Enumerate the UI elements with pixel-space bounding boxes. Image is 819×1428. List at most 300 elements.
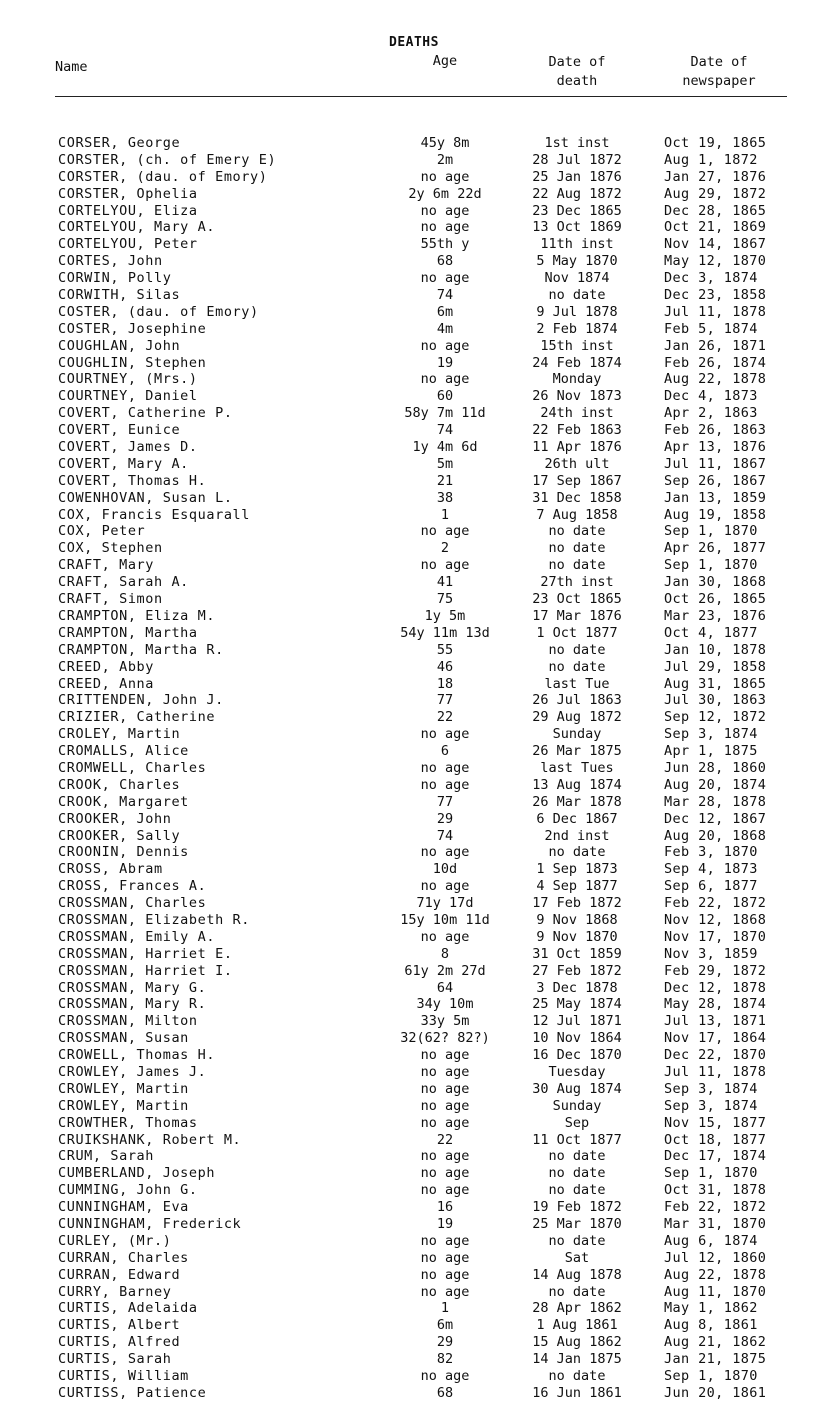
entry-age: 16 (436, 1199, 454, 1216)
entry-name: CORTELYOU, Mary A. (58, 219, 216, 236)
table-row (0, 270, 819, 287)
table-row (0, 1064, 819, 1081)
entry-date-of-death: no date (548, 1232, 606, 1249)
table-row (0, 828, 819, 845)
entry-age: no age (420, 1368, 470, 1385)
entry-date-of-death: last Tues (540, 759, 614, 776)
entry-date-of-death: no date (548, 641, 606, 658)
entry-age: 22 (436, 709, 454, 726)
table-row (0, 1165, 819, 1182)
entry-age: 15y 10m 11d (400, 911, 490, 928)
entry-name: COURTNEY, Daniel (58, 388, 198, 405)
entry-date-of-death: 27th inst (540, 574, 614, 591)
entry-age: 1y 5m (424, 607, 466, 624)
table-row (0, 794, 819, 811)
entry-date-of-death: 7 Aug 1858 (536, 506, 618, 523)
entry-age: no age (420, 371, 470, 388)
entry-date-of-newspaper: Jul 30, 1863 (664, 692, 767, 709)
entry-name: CURRAN, Edward (58, 1266, 181, 1283)
table-row (0, 253, 819, 270)
entry-date-of-newspaper: Sep 26, 1867 (664, 472, 767, 489)
entry-date-of-death: no date (548, 1182, 606, 1199)
entry-date-of-newspaper: Mar 23, 1876 (664, 607, 767, 624)
entry-date-of-newspaper: Jul 11, 1867 (664, 455, 767, 472)
entry-date-of-death: 29 Aug 1872 (532, 709, 622, 726)
table-row (0, 676, 819, 693)
table-row (0, 625, 819, 642)
entry-age: no age (420, 844, 470, 861)
table-row (0, 338, 819, 355)
entry-age: 68 (436, 253, 454, 270)
entry-date-of-death: 25 Mar 1870 (532, 1216, 622, 1232)
entry-name: CROMWELL, Charles (58, 759, 207, 776)
table-row (0, 1385, 819, 1402)
entry-date-of-newspaper: Dec 23, 1858 (664, 287, 767, 304)
entry-age: 74 (436, 422, 454, 439)
entry-date-of-death: no date (548, 1148, 606, 1165)
table-row (0, 169, 819, 186)
entry-name: CROWLEY, Martin (58, 1080, 189, 1097)
entry-name: CRITTENDEN, John J. (58, 692, 224, 709)
entry-age: 1y 4m 6d (412, 439, 478, 456)
entry-date-of-newspaper: Aug 20, 1868 (664, 827, 767, 844)
entry-age: 10d (432, 861, 458, 878)
entry-date-of-death: 26 Mar 1875 (532, 743, 622, 760)
table-row (0, 861, 819, 878)
entry-name: CURRAN, Charles (58, 1249, 189, 1266)
entry-age: 74 (436, 827, 454, 844)
entry-date-of-newspaper: Sep 12, 1872 (664, 709, 767, 726)
entry-date-of-death: 4 Sep 1877 (536, 878, 618, 895)
table-row (0, 540, 819, 557)
page-title: DEATHS (389, 35, 439, 50)
entry-name: CROLEY, Martin (58, 726, 181, 743)
entry-date-of-newspaper: Sep 3, 1874 (664, 1097, 758, 1114)
entry-date-of-newspaper: Sep 1, 1870 (664, 1165, 758, 1182)
entry-age: 2 (440, 540, 450, 557)
entry-date-of-newspaper: Oct 21, 1869 (664, 219, 767, 236)
entry-date-of-death: 19 Feb 1872 (532, 1199, 622, 1216)
entry-date-of-newspaper: Sep 6, 1877 (664, 878, 758, 895)
entry-date-of-newspaper: Aug 22, 1878 (664, 1266, 767, 1283)
entry-name: CUMMING, John G. (58, 1182, 198, 1199)
entry-date-of-death: Sat (564, 1249, 590, 1266)
entry-name: CORSTER, (ch. of Emery E) (58, 151, 277, 168)
entry-age: no age (420, 759, 470, 776)
table-row (0, 405, 819, 422)
entry-date-of-newspaper: Dec 3, 1874 (664, 270, 758, 287)
column-header-name (55, 58, 88, 77)
entry-date-of-newspaper: Dec 12, 1878 (664, 979, 767, 996)
entry-date-of-newspaper: Feb 22, 1872 (664, 1199, 767, 1216)
entry-date-of-newspaper: Aug 29, 1872 (664, 185, 767, 202)
entry-name: CROWTHER, Thomas (58, 1114, 198, 1131)
table-row (0, 304, 819, 321)
table-row (0, 659, 819, 676)
entry-name: CRAMPTON, Eliza M. (58, 607, 216, 624)
entry-name: CREED, Abby (58, 658, 155, 675)
entry-date-of-death: 26 Nov 1873 (532, 388, 622, 405)
table-row (0, 709, 819, 726)
entry-age: no age (420, 337, 470, 354)
entry-date-of-newspaper: Jan 27, 1876 (664, 168, 767, 185)
column-header-date-of-newspaper-line1: Date of (690, 54, 748, 70)
entry-name: CROWLEY, Martin (58, 1097, 189, 1114)
table-row (0, 1013, 819, 1030)
entry-age: no age (420, 1148, 470, 1165)
entry-date-of-newspaper: Aug 1, 1872 (664, 151, 758, 168)
table-row (0, 152, 819, 169)
entry-name: COUGHLIN, Stephen (58, 354, 207, 371)
entry-age: 55 (436, 641, 454, 658)
column-header-date-of-death-line2: death (556, 73, 598, 89)
entry-age: 82 (436, 1351, 454, 1368)
entry-date-of-newspaper: Jan 21, 1875 (664, 1351, 767, 1368)
entry-date-of-death: 9 Nov 1870 (536, 928, 618, 945)
table-row (0, 726, 819, 743)
entry-name: COSTER, (dau. of Emory) (58, 303, 259, 320)
entry-name: CROWELL, Thomas H. (58, 1047, 216, 1064)
entry-age: no age (420, 557, 470, 574)
entry-date-of-newspaper: Jan 30, 1868 (664, 574, 767, 591)
entry-date-of-newspaper: Nov 3, 1859 (664, 945, 758, 962)
entry-age: no age (420, 270, 470, 287)
entry-name: CROOK, Margaret (58, 793, 189, 810)
entry-date-of-death: no date (548, 1283, 606, 1300)
entry-name: CURTIS, Alfred (58, 1334, 181, 1351)
table-row (0, 1216, 819, 1233)
table-row (0, 388, 819, 405)
column-header-name-label: Name (55, 59, 88, 75)
entry-name: COURTNEY, (Mrs.) (58, 371, 198, 388)
entry-name: COX, Stephen (58, 540, 163, 557)
entry-date-of-death: no date (548, 1368, 606, 1385)
column-header-age-label: Age (432, 53, 458, 69)
entry-date-of-newspaper: Nov 15, 1877 (664, 1114, 767, 1131)
entry-age: 2m (436, 151, 454, 168)
entry-date-of-death: 24th inst (540, 405, 614, 422)
entry-name: CROSSMAN, Elizabeth R. (58, 911, 251, 928)
entry-date-of-death: 16 Dec 1870 (532, 1047, 622, 1064)
table-row (0, 1115, 819, 1132)
entry-date-of-death: Monday (552, 371, 602, 388)
entry-name: CRAFT, Mary (58, 557, 155, 574)
entry-date-of-death: Tuesday (548, 1063, 606, 1080)
entry-age: 6 (440, 743, 450, 760)
entry-name: COVERT, James D. (58, 439, 198, 456)
entry-age: 8 (440, 945, 450, 962)
entry-age: no age (420, 1266, 470, 1283)
entry-date-of-death: no date (548, 523, 606, 540)
entry-name: COUGHLAN, John (58, 337, 181, 354)
entry-date-of-newspaper: May 1, 1862 (664, 1300, 758, 1317)
entry-date-of-newspaper: Dec 4, 1873 (664, 388, 758, 405)
entry-name: CROSS, Abram (58, 861, 163, 878)
entry-date-of-death: 25 Jan 1876 (532, 168, 622, 185)
entry-name: CURTISS, Patience (58, 1384, 207, 1401)
entry-date-of-death: Sep (564, 1114, 590, 1131)
entry-date-of-newspaper: Nov 14, 1867 (664, 236, 767, 253)
entry-date-of-death: 17 Feb 1872 (532, 895, 622, 912)
entry-date-of-newspaper: Oct 26, 1865 (664, 591, 767, 608)
table-row (0, 1368, 819, 1385)
entry-name: CORTELYOU, Eliza (58, 202, 198, 219)
entry-name: CROSSMAN, Harriet I. (58, 962, 233, 979)
entry-name: CORSER, George (58, 135, 181, 151)
table-row (0, 236, 819, 253)
entry-age: 41 (436, 574, 454, 591)
entry-date-of-newspaper: Aug 31, 1865 (664, 675, 767, 692)
entry-date-of-death: 17 Mar 1876 (532, 607, 622, 624)
entry-age: no age (420, 1114, 470, 1131)
column-header-date-of-newspaper (655, 53, 783, 91)
entry-name: CURTIS, Albert (58, 1317, 181, 1334)
entry-date-of-death: 5 May 1870 (536, 253, 618, 270)
entry-date-of-newspaper: Feb 3, 1870 (664, 844, 758, 861)
table-row (0, 895, 819, 912)
entry-date-of-newspaper: Aug 8, 1861 (664, 1317, 758, 1334)
entry-age: 77 (436, 692, 454, 709)
entry-name: CRUIKSHANK, Robert M. (58, 1131, 242, 1148)
entry-name: CORTELYOU, Peter (58, 236, 198, 253)
entry-date-of-newspaper: Aug 22, 1878 (664, 371, 767, 388)
table-row (0, 507, 819, 524)
entry-date-of-newspaper: Jan 26, 1871 (664, 337, 767, 354)
entry-date-of-death: 30 Aug 1874 (532, 1080, 622, 1097)
entry-date-of-newspaper: Sep 3, 1874 (664, 1080, 758, 1097)
entry-name: CROSSMAN, Mary G. (58, 979, 207, 996)
entry-age: 1 (440, 1300, 450, 1317)
entry-date-of-death: 11th inst (540, 236, 614, 253)
entry-name: CRAFT, Simon (58, 591, 163, 608)
entry-age: 34y 10m (416, 996, 474, 1013)
entry-name: CREED, Anna (58, 675, 155, 692)
table-row (0, 287, 819, 304)
entry-date-of-newspaper: May 28, 1874 (664, 996, 767, 1013)
entry-age: 32(62? 82?) (400, 1030, 490, 1047)
entry-date-of-newspaper: Oct 18, 1877 (664, 1131, 767, 1148)
table-row (0, 980, 819, 997)
entry-age: no age (420, 1165, 470, 1182)
column-header-date-of-newspaper-line2: newspaper (682, 73, 756, 89)
entry-name: CROWLEY, James J. (58, 1063, 207, 1080)
entry-age: 19 (436, 354, 454, 371)
entry-date-of-death: 1 Oct 1877 (536, 624, 618, 641)
entry-date-of-death: 26th ult (544, 455, 610, 472)
entry-date-of-newspaper: Jan 13, 1859 (664, 489, 767, 506)
entry-date-of-death: 1 Aug 1861 (536, 1317, 618, 1334)
entry-date-of-death: no date (548, 540, 606, 557)
entry-age: no age (420, 878, 470, 895)
entry-date-of-newspaper: Nov 12, 1868 (664, 911, 767, 928)
entry-age: 18 (436, 675, 454, 692)
entry-date-of-newspaper: Dec 17, 1874 (664, 1148, 767, 1165)
entry-age: 61y 2m 27d (404, 962, 486, 979)
entry-name: CROSSMAN, Milton (58, 1013, 198, 1030)
entry-name: CORSTER, (dau. of Emory) (58, 168, 268, 185)
entry-name: CROMALLS, Alice (58, 743, 189, 760)
entry-date-of-newspaper: Oct 19, 1865 (664, 135, 767, 151)
entry-name: CRUM, Sarah (58, 1148, 155, 1165)
entry-age: no age (420, 219, 470, 236)
table-row (0, 219, 819, 236)
table-row (0, 490, 819, 507)
table-row (0, 1199, 819, 1216)
table-row (0, 1351, 819, 1368)
entry-date-of-death: 22 Feb 1863 (532, 422, 622, 439)
entry-date-of-newspaper: Oct 31, 1878 (664, 1182, 767, 1199)
entry-age: 46 (436, 658, 454, 675)
entry-date-of-death: 9 Jul 1878 (536, 303, 618, 320)
entry-date-of-death: 16 Jun 1861 (532, 1384, 622, 1401)
entry-date-of-newspaper: Jun 28, 1860 (664, 759, 767, 776)
table-row (0, 692, 819, 709)
entry-date-of-newspaper: Sep 1, 1870 (664, 557, 758, 574)
table-row (0, 473, 819, 490)
table-row (0, 456, 819, 473)
table-row (0, 743, 819, 760)
entry-name: CUNNINGHAM, Frederick (58, 1216, 242, 1232)
entry-date-of-newspaper: Aug 11, 1870 (664, 1283, 767, 1300)
table-row (0, 963, 819, 980)
entry-date-of-death: 31 Dec 1858 (532, 489, 622, 506)
table-row (0, 1300, 819, 1317)
entry-date-of-newspaper: Feb 22, 1872 (664, 895, 767, 912)
entry-date-of-newspaper: Sep 3, 1874 (664, 726, 758, 743)
entry-age: no age (420, 776, 470, 793)
entry-date-of-newspaper: Jan 10, 1878 (664, 641, 767, 658)
table-row (0, 1334, 819, 1351)
entry-name: CURRY, Barney (58, 1283, 172, 1300)
entry-date-of-death: 23 Dec 1865 (532, 202, 622, 219)
entry-age: no age (420, 1249, 470, 1266)
entry-name: CROSSMAN, Harriet E. (58, 945, 233, 962)
table-row (0, 1182, 819, 1199)
column-header-date-of-death-line1: Date of (548, 54, 606, 70)
entry-name: CROOKER, Sally (58, 827, 181, 844)
entry-name: CROOKER, John (58, 810, 172, 827)
entry-age: no age (420, 168, 470, 185)
entry-age: 29 (436, 1334, 454, 1351)
entry-age: 58y 7m 11d (404, 405, 486, 422)
table-row (0, 777, 819, 794)
table-row (0, 996, 819, 1013)
entry-name: CRAFT, Sarah A. (58, 574, 189, 591)
entry-name: COVERT, Thomas H. (58, 472, 207, 489)
entry-name: CRAMPTON, Martha (58, 624, 198, 641)
entry-date-of-newspaper: Sep 1, 1870 (664, 523, 758, 540)
entry-date-of-death: 24 Feb 1874 (532, 354, 622, 371)
entry-age: 68 (436, 1384, 454, 1401)
table-row (0, 321, 819, 338)
entry-name: COVERT, Catherine P. (58, 405, 233, 422)
entry-age: 54y 11m 13d (400, 624, 490, 641)
table-row (0, 912, 819, 929)
table-row (0, 355, 819, 372)
entry-name: COX, Francis Esquarall (58, 506, 251, 523)
entry-age: no age (420, 1097, 470, 1114)
entry-age: no age (420, 726, 470, 743)
column-header-date-of-death (518, 53, 636, 91)
table-row (0, 844, 819, 861)
entry-name: COWENHOVAN, Susan L. (58, 489, 233, 506)
table-row (0, 371, 819, 388)
entry-name: CROSSMAN, Mary R. (58, 996, 207, 1013)
entry-date-of-death: no date (548, 557, 606, 574)
table-row (0, 186, 819, 203)
entry-age: 2y 6m 22d (408, 185, 482, 202)
entry-age: 77 (436, 793, 454, 810)
entry-age: 6m (436, 1317, 454, 1334)
entry-date-of-death: 15 Aug 1862 (532, 1334, 622, 1351)
entry-date-of-newspaper: Dec 28, 1865 (664, 202, 767, 219)
entry-name: CURTIS, Adelaida (58, 1300, 198, 1317)
entry-age: no age (420, 1182, 470, 1199)
entry-name: CROSSMAN, Emily A. (58, 928, 216, 945)
entry-age: 1 (440, 506, 450, 523)
entry-date-of-newspaper: Aug 21, 1862 (664, 1334, 767, 1351)
table-row (0, 1233, 819, 1250)
entry-name: CURTIS, William (58, 1368, 189, 1385)
table-row (0, 811, 819, 828)
entry-date-of-newspaper: Feb 26, 1874 (664, 354, 767, 371)
entry-name: CURLEY, (Mr.) (58, 1232, 172, 1249)
table-row (0, 203, 819, 220)
entry-date-of-death: 22 Aug 1872 (532, 185, 622, 202)
entry-age: 5m (436, 455, 454, 472)
entry-date-of-death: 2 Feb 1874 (536, 320, 618, 337)
column-header-age (400, 52, 490, 71)
entry-date-of-death: 6 Dec 1867 (536, 810, 618, 827)
entry-name: CRAMPTON, Martha R. (58, 641, 224, 658)
entry-date-of-newspaper: Feb 29, 1872 (664, 962, 767, 979)
entry-date-of-newspaper: Nov 17, 1864 (664, 1030, 767, 1047)
entry-age: no age (420, 1283, 470, 1300)
table-row (0, 1081, 819, 1098)
entry-age: no age (420, 202, 470, 219)
entry-date-of-death: Sunday (552, 726, 602, 743)
entry-age: 71y 17d (416, 895, 474, 912)
entry-name: COX, Peter (58, 523, 146, 540)
entry-date-of-death: 28 Jul 1872 (532, 151, 622, 168)
entry-name: CROSS, Frances A. (58, 878, 207, 895)
entry-date-of-death: 26 Mar 1878 (532, 793, 622, 810)
entry-date-of-newspaper: Nov 17, 1870 (664, 928, 767, 945)
entry-age: 33y 5m (420, 1013, 470, 1030)
entry-date-of-death: 13 Aug 1874 (532, 776, 622, 793)
entry-date-of-newspaper: Aug 19, 1858 (664, 506, 767, 523)
entry-date-of-death: 31 Oct 1859 (532, 945, 622, 962)
table-row (0, 1098, 819, 1115)
entry-name: CRIZIER, Catherine (58, 709, 216, 726)
entry-date-of-newspaper: May 12, 1870 (664, 253, 767, 270)
entry-name: CUNNINGHAM, Eva (58, 1199, 189, 1216)
entry-age: no age (420, 1047, 470, 1064)
entry-date-of-newspaper: Aug 20, 1874 (664, 776, 767, 793)
entry-date-of-death: 25 May 1874 (532, 996, 622, 1013)
entry-age: 74 (436, 287, 454, 304)
entry-date-of-death: 2nd inst (544, 827, 610, 844)
entry-date-of-death: no date (548, 844, 606, 861)
entry-date-of-newspaper: Apr 13, 1876 (664, 439, 767, 456)
entry-date-of-death: no date (548, 658, 606, 675)
entry-date-of-newspaper: Apr 1, 1875 (664, 743, 758, 760)
table-row (0, 1284, 819, 1301)
entry-age: 45y 8m (420, 135, 470, 151)
entry-name: COSTER, Josephine (58, 320, 207, 337)
entry-date-of-newspaper: Sep 1, 1870 (664, 1368, 758, 1385)
entry-age: 22 (436, 1131, 454, 1148)
